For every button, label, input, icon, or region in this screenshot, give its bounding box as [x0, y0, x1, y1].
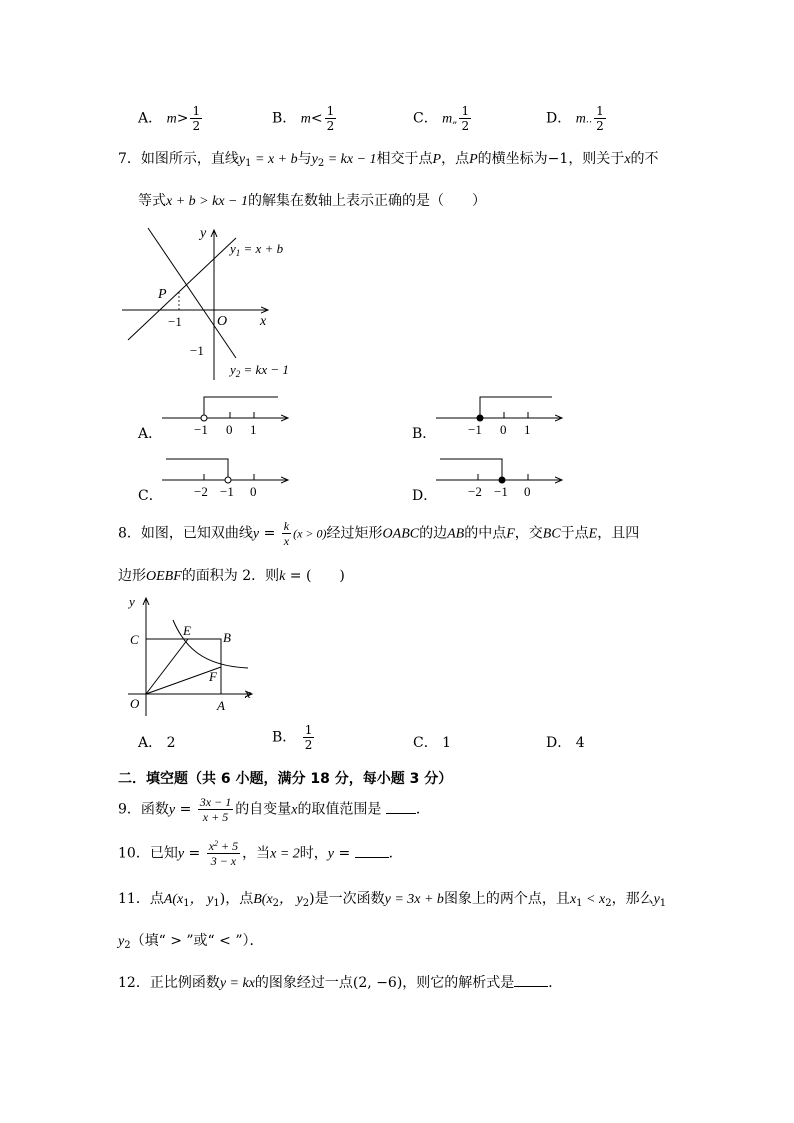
- option-value: 2: [166, 735, 176, 751]
- math: y: [252, 526, 260, 542]
- denominator: 2: [304, 738, 313, 752]
- text: 9．函数: [118, 801, 169, 818]
- math: =: [184, 845, 205, 862]
- option-label: C．: [413, 735, 438, 751]
- closed-dot: [477, 415, 483, 421]
- text: ，则关于: [568, 151, 625, 167]
- option-label: C．: [413, 110, 438, 127]
- label-c: C: [130, 632, 139, 647]
- denominator: 2: [326, 119, 335, 133]
- option-label: D．: [546, 110, 572, 127]
- math: (x: [261, 892, 273, 907]
- math: OEBF: [146, 569, 182, 584]
- math: P: [432, 152, 442, 167]
- denominator: 2: [461, 119, 470, 133]
- answer-blank[interactable]: [514, 974, 548, 987]
- denominator: 2: [596, 119, 604, 133]
- math: 1: [245, 158, 252, 169]
- option-label: A．: [138, 735, 163, 751]
- numerator: 1: [461, 104, 470, 118]
- y2-label: [228, 362, 289, 379]
- math: 2: [214, 839, 219, 848]
- numerator: 1: [596, 104, 604, 118]
- q7-line2: [138, 190, 486, 210]
- denominator: x: [283, 534, 290, 548]
- text: 相交于点: [376, 151, 433, 167]
- text: ，点: [225, 891, 254, 907]
- text: 是一次函数: [314, 891, 385, 907]
- numerator: 1: [192, 104, 201, 118]
- answer-blank[interactable]: [355, 845, 389, 858]
- q7-line1: [118, 148, 659, 169]
- label-a: A: [217, 698, 225, 713]
- option-rel: „: [452, 114, 458, 126]
- text: 的中点: [464, 525, 507, 542]
- answer-blank[interactable]: [386, 801, 416, 814]
- q7-option-a-numberline: [160, 390, 300, 442]
- text: 的边: [419, 525, 448, 542]
- ray: [166, 459, 228, 477]
- q7-option-c-numberline: [160, 452, 300, 504]
- q7-option-d-label: D．: [412, 488, 438, 504]
- math: =: [175, 801, 196, 818]
- text: ，则它的解析式是: [402, 975, 515, 991]
- tick-label: −2: [194, 484, 208, 499]
- fraction: [594, 105, 606, 132]
- math: ): [309, 891, 315, 907]
- math: BC: [542, 526, 561, 542]
- math: = kx − 1: [324, 152, 377, 167]
- math: =: [334, 845, 355, 862]
- option-label: D．: [546, 735, 572, 751]
- text: 时，: [299, 845, 328, 862]
- text: 的横坐标为: [477, 151, 548, 167]
- q7-graph: [118, 222, 318, 387]
- tick-label: 0: [524, 484, 531, 499]
- ray: [480, 397, 552, 415]
- tick-label: 0: [500, 422, 507, 437]
- q7-option-b-label: B．: [412, 426, 437, 442]
- ray: [440, 459, 502, 477]
- option-var: m: [442, 111, 453, 127]
- q8-line1: [118, 520, 639, 547]
- text: ，且四: [597, 525, 640, 542]
- q8-option-a: [138, 732, 176, 752]
- text: 的取值范围是: [297, 801, 382, 818]
- tick-label: −2: [468, 484, 482, 499]
- q9: [118, 796, 430, 823]
- option-rel: >: [176, 110, 189, 127]
- q12: [118, 972, 562, 992]
- math: x = 2: [270, 846, 300, 862]
- denominator: x + 5: [202, 810, 229, 824]
- math: ): [219, 891, 226, 907]
- segment-oe: [146, 639, 188, 694]
- neg1-y-label: −1: [190, 343, 204, 358]
- math: = kx − 1: [240, 362, 289, 377]
- label-f: F: [209, 669, 217, 684]
- text: ，点: [441, 151, 470, 167]
- text: 8．如图，已知双曲线: [118, 525, 253, 542]
- tick-label: 1: [250, 422, 257, 437]
- q10: [118, 840, 403, 867]
- numerator: 3x − 1: [199, 795, 232, 809]
- math: (x: [172, 892, 184, 907]
- math: −1: [547, 151, 569, 167]
- math: ， y: [279, 892, 303, 907]
- option-value: 1: [442, 735, 452, 751]
- label-e: E: [183, 623, 191, 638]
- math: y: [230, 362, 236, 377]
- q7-option-d-numberline: [434, 452, 574, 504]
- y-label: y: [200, 226, 207, 241]
- label-o: O: [130, 696, 140, 711]
- text: 的解集在数轴上表示正确的是（ ）: [247, 193, 486, 209]
- option-label: B．: [272, 729, 297, 746]
- math: + 5: [218, 839, 239, 853]
- math: =: [259, 525, 280, 542]
- math: = x + b: [251, 152, 298, 167]
- fraction: [459, 105, 471, 132]
- tick-label: −1: [194, 422, 208, 437]
- numerator: [207, 840, 240, 854]
- origin-label: O: [217, 314, 228, 329]
- text: ．: [548, 975, 563, 991]
- q8-option-b: [272, 724, 316, 751]
- option-var: m: [300, 111, 311, 127]
- math: 2: [124, 940, 131, 951]
- fraction: [325, 105, 337, 132]
- point-p-label: P: [158, 287, 167, 302]
- q6-option-c: [413, 105, 473, 132]
- denominator: 3 − x: [210, 854, 237, 868]
- math: x: [624, 152, 631, 167]
- text: 12．正比例函数: [118, 975, 220, 991]
- math: AB: [447, 526, 465, 542]
- fraction: [207, 840, 240, 867]
- text: 7．如图所示，直线: [118, 151, 239, 167]
- rectangle-oabc: [146, 639, 221, 694]
- option-label: B．: [272, 110, 297, 127]
- q11-line2: [118, 930, 263, 951]
- math: 2: [235, 369, 241, 379]
- option-label: A．: [138, 110, 163, 127]
- label-b: B: [223, 630, 231, 645]
- text: 的面积为 2．则: [181, 568, 280, 584]
- text: 11．点: [118, 891, 164, 907]
- fraction: [282, 520, 291, 547]
- q8-option-c: [413, 732, 451, 752]
- text: 与: [297, 151, 312, 167]
- neg1-x-label: −1: [168, 314, 182, 329]
- q7-option-b-numberline: [434, 390, 574, 442]
- q11-line1: [118, 888, 666, 909]
- open-dot: [225, 477, 231, 483]
- math: (x > 0): [293, 526, 327, 541]
- math: < x: [582, 892, 606, 907]
- math: F: [506, 526, 515, 542]
- math: y = kx: [219, 976, 255, 991]
- math: 2: [317, 158, 325, 169]
- math: 1: [183, 898, 190, 909]
- math: A: [163, 892, 173, 907]
- text: 等式: [138, 193, 166, 209]
- math: y: [653, 892, 660, 907]
- math: x: [291, 802, 298, 818]
- numerator: k: [283, 519, 290, 533]
- text: （填“ > ”或“ < ”）．: [130, 933, 264, 949]
- option-var: m: [575, 111, 586, 127]
- q7-option-c-label: C．: [138, 488, 163, 504]
- tick-label: 1: [524, 422, 531, 437]
- math: B: [253, 892, 262, 907]
- math: 1: [235, 248, 241, 258]
- section-title: 二．填空题（共 6 小题，满分 18 分，每小题 3 分）: [118, 771, 453, 787]
- text: 10．已知: [118, 845, 178, 862]
- text: 的不: [630, 151, 659, 167]
- fraction: [198, 796, 233, 823]
- fraction: [190, 105, 202, 132]
- math: 2: [272, 898, 280, 909]
- math: y: [238, 152, 246, 167]
- math: P: [469, 152, 478, 167]
- math: = x + b: [240, 241, 284, 256]
- tick-label: −1: [468, 422, 482, 437]
- math: x + b > kx − 1: [166, 194, 248, 209]
- math: y: [177, 846, 185, 862]
- math: k: [279, 569, 286, 584]
- numerator: 1: [304, 723, 313, 737]
- math: x: [569, 892, 577, 907]
- label-y: y: [129, 594, 135, 609]
- math: y: [311, 152, 318, 167]
- denominator: 2: [192, 119, 201, 133]
- y1-label: [228, 241, 284, 258]
- x-label: x: [260, 314, 267, 329]
- text: ．: [415, 801, 430, 818]
- text: 经过矩形: [326, 525, 383, 542]
- math: 1: [576, 898, 583, 909]
- math: y: [230, 241, 236, 256]
- text: ，当: [242, 845, 271, 862]
- option-rel: ..: [585, 114, 593, 126]
- text: 的自变量: [235, 801, 292, 818]
- text: ，交: [514, 525, 543, 542]
- math: (2, −6): [352, 975, 403, 991]
- math: 2: [605, 898, 612, 909]
- q8-line2: [118, 565, 345, 585]
- math: y = 3x + b: [384, 892, 444, 907]
- tick-label: −1: [494, 484, 508, 499]
- text: ．: [388, 845, 403, 862]
- text: 图象上的两个点，且: [443, 891, 570, 907]
- math: x: [208, 839, 215, 853]
- fraction: [303, 724, 315, 751]
- text: ，那么: [611, 891, 654, 907]
- option-var: m: [166, 111, 177, 127]
- math: y: [327, 846, 335, 862]
- q8-option-d: [546, 732, 585, 752]
- tick-label: 0: [250, 484, 257, 499]
- ray: [204, 397, 278, 415]
- math: E: [588, 526, 598, 542]
- q6-option-a: [138, 105, 204, 132]
- math: 1: [659, 898, 667, 909]
- math: ， y: [189, 892, 214, 907]
- q6-option-b: [272, 105, 338, 132]
- text: 的图象经过一点: [254, 975, 353, 991]
- option-value: 4: [575, 735, 585, 751]
- text: 于点: [560, 525, 589, 542]
- tick-label: −1: [220, 484, 234, 499]
- math: 2: [302, 898, 310, 909]
- q7-option-a-label: A．: [138, 426, 163, 442]
- label-x: x: [245, 686, 251, 701]
- math: y: [118, 934, 125, 949]
- q6-option-d: [546, 105, 608, 132]
- math: OABC: [382, 526, 420, 542]
- closed-dot: [499, 477, 505, 483]
- q8-graph: [118, 590, 268, 718]
- math: 1: [213, 898, 220, 909]
- math: y: [168, 802, 176, 818]
- text: = ( ): [285, 568, 345, 584]
- open-dot: [201, 415, 207, 421]
- numerator: 1: [326, 104, 335, 118]
- tick-label: 0: [226, 422, 233, 437]
- option-rel: <: [310, 110, 323, 127]
- text: 边形: [118, 568, 146, 584]
